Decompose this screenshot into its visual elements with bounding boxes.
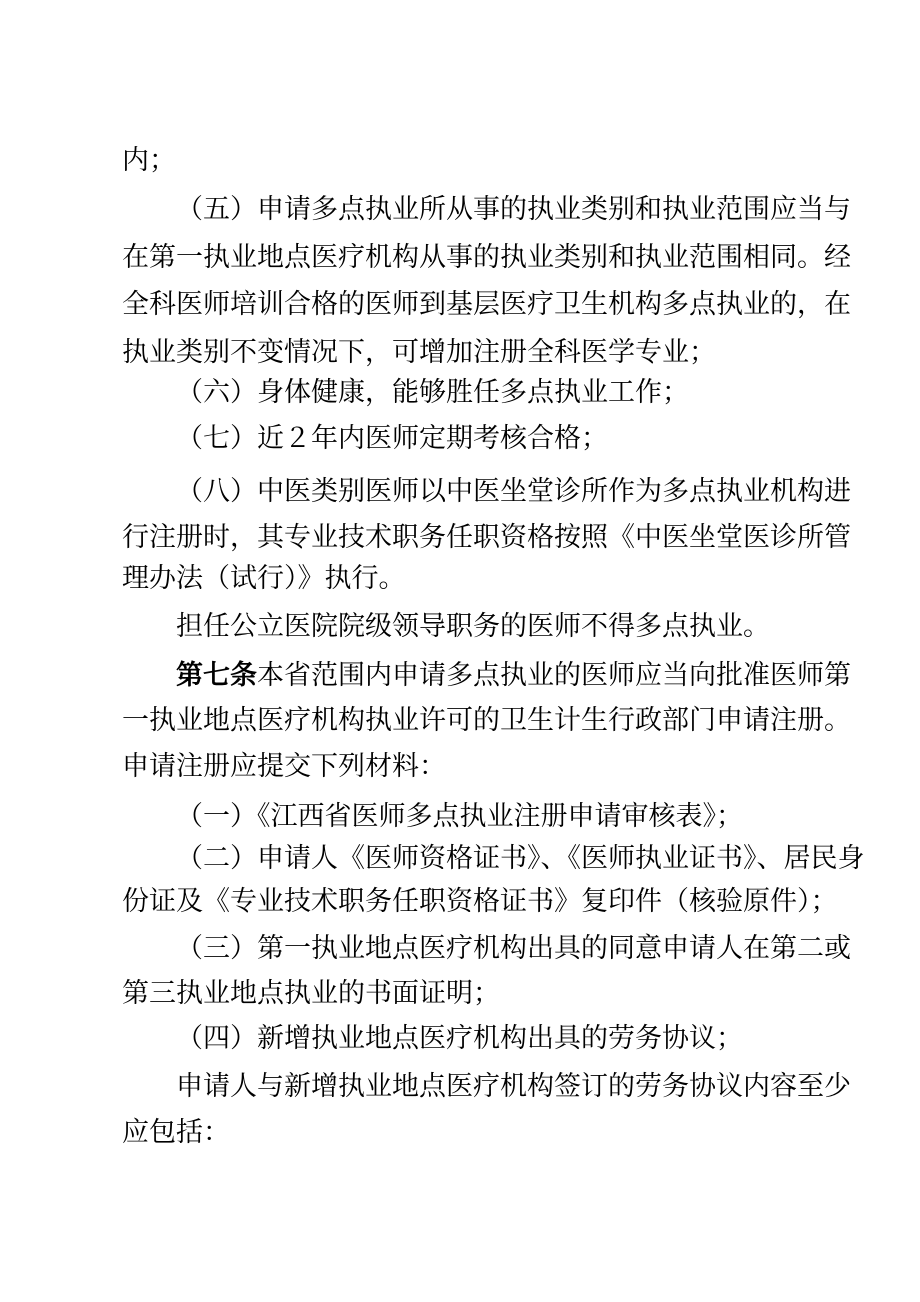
text-line	[0, 1019, 920, 1059]
text-line	[0, 285, 920, 325]
line-text: 担任公立医院院级领导职务的医师不得多点执业。	[176, 611, 770, 642]
text-line	[0, 518, 920, 558]
text-line	[0, 1067, 920, 1107]
text-line	[0, 929, 920, 969]
text-line	[0, 141, 920, 181]
line-text: 理办法（试行）》执行。	[122, 563, 406, 594]
line-text: 内；	[122, 145, 176, 176]
line-text: 在第一执业地点医疗机构从事的执业类别和执业范围相同。经	[122, 242, 851, 273]
text-line	[0, 797, 920, 837]
line-text: （七）近２年内医师定期考核合格；	[176, 423, 608, 454]
text-line	[0, 419, 920, 459]
line-text: （五）申请多点执业所从事的执业类别和执业范围应当与	[176, 194, 851, 225]
article-label: 第七条	[176, 660, 257, 691]
line-text: （四）新增执业地点医疗机构出具的劳务协议；	[176, 1023, 743, 1054]
text-line	[0, 701, 920, 741]
text-line	[0, 373, 920, 413]
line-text: 应包括：	[122, 1117, 230, 1148]
text-line	[0, 190, 920, 230]
line-text: 行注册时，其专业技术职务任职资格按照《中医坐堂医诊所管	[122, 522, 851, 553]
line-text: 一执业地点医疗机构执业许可的卫生计生行政部门申请注册。	[122, 705, 851, 736]
line-text: （八）中医类别医师以中医坐堂诊所作为多点执业机构进	[176, 476, 851, 507]
text-line	[0, 333, 920, 373]
text-line	[0, 559, 920, 599]
line-text: 本省范围内申请多点执业的医师应当向批准医师第	[257, 660, 851, 691]
line-text: 第三执业地点执业的书面证明；	[122, 978, 500, 1009]
line-text: 申请注册应提交下列材料：	[122, 751, 446, 782]
line-text: （三）第一执业地点医疗机构出具的同意申请人在第二或	[176, 933, 851, 964]
text-line	[0, 472, 920, 512]
text-line	[0, 238, 920, 278]
text-line	[0, 747, 920, 787]
text-line	[0, 882, 920, 922]
line-text: 执业类别不变情况下，可增加注册全科医学专业；	[122, 337, 716, 368]
text-line	[0, 839, 920, 879]
line-text: （六）身体健康，能够胜任多点执业工作；	[176, 377, 689, 408]
line-text: 份证及《专业技术职务任职资格证书》复印件（核验原件）；	[122, 886, 838, 917]
text-line	[0, 607, 920, 647]
text-line	[0, 1113, 920, 1153]
line-text: 全科医师培训合格的医师到基层医疗卫生机构多点执业的，在	[122, 289, 851, 320]
article-heading-line	[0, 656, 920, 696]
line-text: 申请人与新增执业地点医疗机构签订的劳务协议内容至少	[176, 1071, 851, 1102]
line-text: （二）申请人《医师资格证书》、《医师执业证书》、居民身	[176, 843, 865, 874]
text-line	[0, 974, 920, 1014]
line-text: （一）《江西省医师多点执业注册申请审核表》；	[176, 801, 743, 832]
